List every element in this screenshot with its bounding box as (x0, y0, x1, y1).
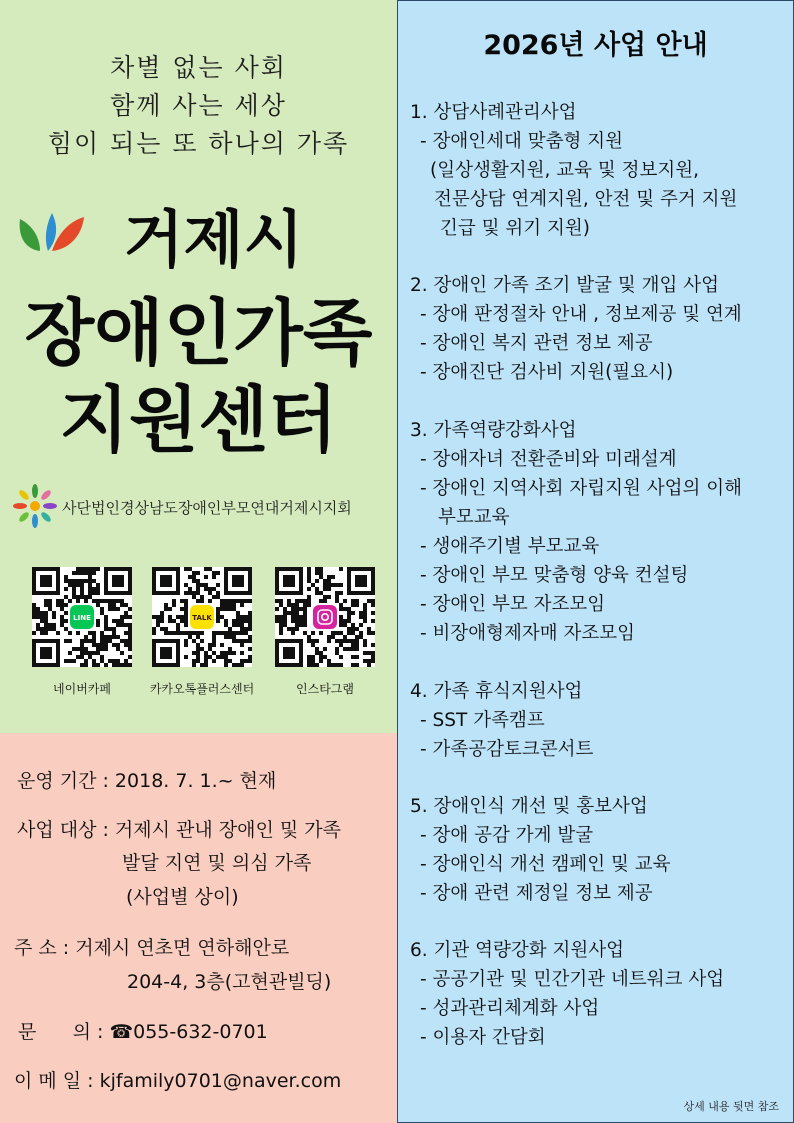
contact-row (18, 1017, 268, 1044)
intro-panel (0, 0, 397, 733)
section-3-item: - 장애자녀 전환준비와 미래설계 (420, 449, 677, 470)
section-6-item: - 성과관리체계화 사업 (420, 998, 600, 1019)
section-1-heading: 1. 상담사례관리사업 (410, 102, 577, 123)
section-3-item: - 생애주기별 부모교육 (420, 536, 600, 557)
section-5-item: - 장애 공감 가게 발굴 (420, 825, 594, 846)
section-4-heading: 4. 가족 휴식지원사업 (410, 681, 583, 702)
section-3-item: - 장애인 부모 자조모임 (420, 594, 606, 615)
info-panel (0, 733, 397, 1123)
target-line-2: 발달 지연 및 의심 가족 (122, 852, 312, 874)
org-name: 사단법인경상남도장애인부모연대거제시지회 (62, 499, 352, 517)
section-3-item: - 장애인 부모 맞춤형 양육 컨설팅 (420, 565, 689, 586)
program-panel (397, 0, 794, 1123)
target-line-3: (사업별 상이) (126, 886, 239, 908)
phone-icon: ☎ (109, 1021, 134, 1043)
title-line-2: 장애인가족 (24, 291, 373, 375)
section-2-item: - 장애 판정절차 안내 , 정보제공 및 연계 (420, 304, 742, 325)
section-5-heading: 5. 장애인식 개선 및 홍보사업 (410, 796, 648, 817)
instagram-label: 인스타그램 (296, 682, 354, 696)
address-line-2: 204-4, 3층(고현관빌딩) (127, 971, 332, 993)
section-1-item: (일상생활지원, 교육 및 정보지원, (430, 160, 699, 181)
section-6-item: - 공공기관 및 민간기관 네트워크 사업 (420, 969, 725, 990)
naver-cafe-qr[interactable] (32, 567, 132, 667)
target-line-1: 사업 대상 : 거제시 관내 장애인 및 가족 (17, 819, 341, 841)
section-2-item: - 장애인 복지 관련 정보 제공 (420, 333, 653, 354)
section-6-heading: 6. 기관 역량강화 지원사업 (410, 940, 625, 961)
program-title: 2026년 사업 안내 (483, 30, 708, 61)
section-5-item: - 장애인식 개선 캠페인 및 교육 (420, 854, 671, 875)
section-1-item: 전문상담 연계지원, 안전 및 주거 지원 (434, 189, 738, 210)
instagram-qr[interactable] (275, 567, 375, 667)
phone-number[interactable]: 055-632-0701 (133, 1021, 268, 1043)
section-3-item: - 비장애형제자매 자조모임 (420, 623, 636, 644)
title-line-1: 거제시 (123, 203, 304, 276)
section-6-item: - 이용자 간담회 (420, 1027, 546, 1048)
address-line-1: 주 소 : 거제시 연초면 연하해안로 (14, 937, 290, 959)
qr-badge-text: LINE (73, 614, 91, 622)
section-1-item: - 장애인세대 맞춤형 지원 (420, 131, 624, 152)
org-logo-icon (10, 482, 60, 530)
section-1-item: 긴급 및 위기 지원) (440, 218, 590, 239)
title-line-3: 지원센터 (59, 378, 338, 462)
slogan-line-1: 차별 없는 사회 (110, 53, 287, 82)
naver-cafe-label: 네이버카페 (53, 682, 111, 696)
kakaotalk-label: 카카오톡플러스센터 (149, 682, 255, 696)
operation-period: 운영 기간 : 2018. 7. 1.~ 현재 (17, 770, 277, 792)
contact-label: 문 의 : (18, 1021, 110, 1043)
footnote: 상세 내용 뒷면 참조 (683, 1100, 779, 1113)
section-2-heading: 2. 장애인 가족 조기 발굴 및 개입 사업 (410, 275, 720, 296)
slogan-line-2: 함께 사는 세상 (110, 91, 287, 120)
slogan-line-3: 힘이 되는 또 하나의 가족 (47, 129, 350, 158)
email-row[interactable]: 이 메 일 : kjfamily0701@naver.com (14, 1070, 342, 1092)
instagram-icon (313, 605, 337, 629)
kakaotalk-qr[interactable] (152, 567, 252, 667)
section-3-heading: 3. 가족역량강화사업 (410, 420, 577, 441)
section-5-item: - 장애 관련 제정일 정보 제공 (420, 883, 653, 904)
section-4-item: - 가족공감토크콘서트 (420, 739, 594, 760)
section-3-item: 부모교육 (438, 507, 510, 528)
section-2-item: - 장애진단 검사비 지원(필요시) (420, 362, 674, 383)
section-4-item: - SST 가족캠프 (420, 710, 545, 731)
section-3-item: - 장애인 지역사회 자립지원 사업의 이해 (420, 478, 743, 499)
qr-badge-text: TALK (192, 614, 212, 622)
